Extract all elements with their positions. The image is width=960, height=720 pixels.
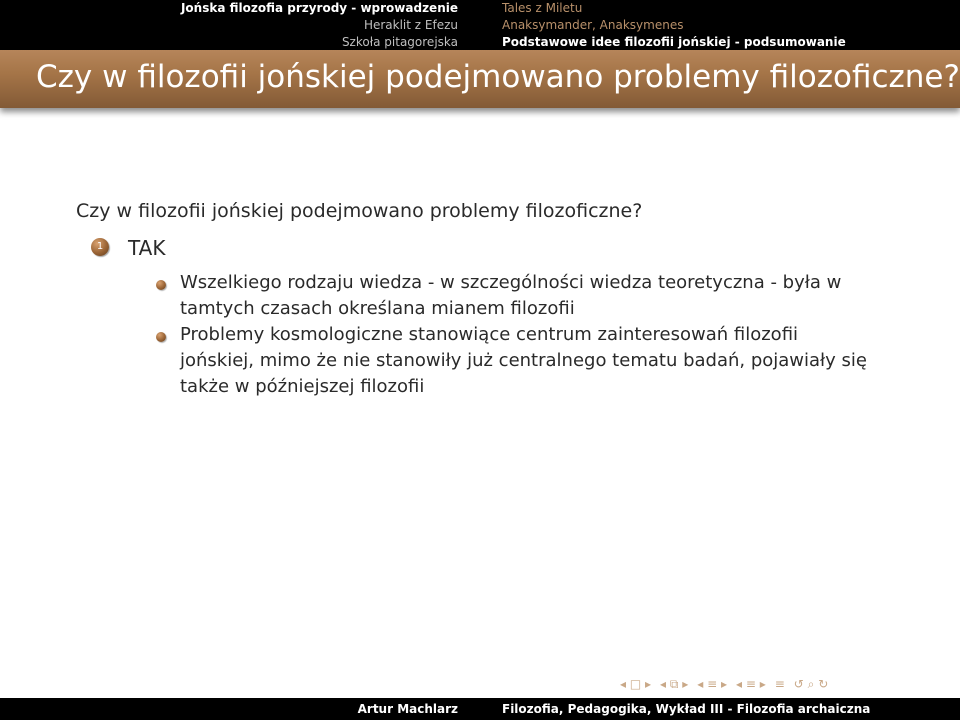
ball-bullet-icon <box>156 280 166 290</box>
footer-author: Artur Machlarz <box>357 702 458 716</box>
document-nav-icon[interactable]: ≡ <box>774 677 785 691</box>
slide-nav-icon[interactable]: ◂ □ ▸ <box>620 677 652 691</box>
footer-course: Filozofia, Pedagogika, Wykład III - Filozofia archaiczna <box>502 702 871 716</box>
bullet-list <box>150 270 870 400</box>
list-item <box>150 270 870 322</box>
frame-nav-icon[interactable]: ◂ ⧉ ▸ <box>660 676 689 691</box>
nav-section-heraklit[interactable]: Heraklit z Efezu <box>363 18 458 32</box>
beamer-navigation-symbols <box>620 675 828 693</box>
search-nav-icon[interactable]: ↺ ⌕ ↻ <box>793 676 829 691</box>
nav-subsection-anaksymander[interactable]: Anaksymander, Anaksymenes <box>502 18 684 32</box>
nav-section-jonska-filozofia[interactable]: Jońska filozofia przyrody - wprowadzenie <box>180 1 458 15</box>
enumeration-number-badge: 1 <box>91 238 109 256</box>
list-item-text: Problemy kosmologiczne stanowiące centrum zainteresowań filozofii jońskiej, mimo że nie stanowiły już centralnego tematu badań, pojawiały się także w późniejszej filozofii <box>180 324 867 397</box>
frame-title: Czy w filozofii jońskiej podejmowano problemy filozoficzne? <box>36 59 960 95</box>
subsection-nav-icon[interactable]: ◂ ≡ ▸ <box>697 677 727 691</box>
section-nav-icon[interactable]: ◂ ≡ ▸ <box>736 677 766 691</box>
footer <box>0 698 960 720</box>
enumeration-label: TAK <box>128 236 166 260</box>
list-item <box>150 322 870 400</box>
ball-bullet-icon <box>156 332 166 342</box>
nav-section-pitagorejska[interactable]: Szkoła pitagorejska <box>341 35 458 49</box>
list-item-text: Wszelkiego rodzaju wiedza - w szczególności wiedza teoretyczna - była w tamtych czasach określana mianem filozofii <box>180 272 842 319</box>
nav-subsection-tales[interactable]: Tales z Miletu <box>502 1 583 15</box>
nav-subsection-podsumowanie[interactable]: Podstawowe idee filozofii jońskiej - podsumowanie <box>502 35 846 49</box>
slide-question: Czy w filozofii jońskiej podejmowano problemy filozoficzne? <box>76 200 643 222</box>
